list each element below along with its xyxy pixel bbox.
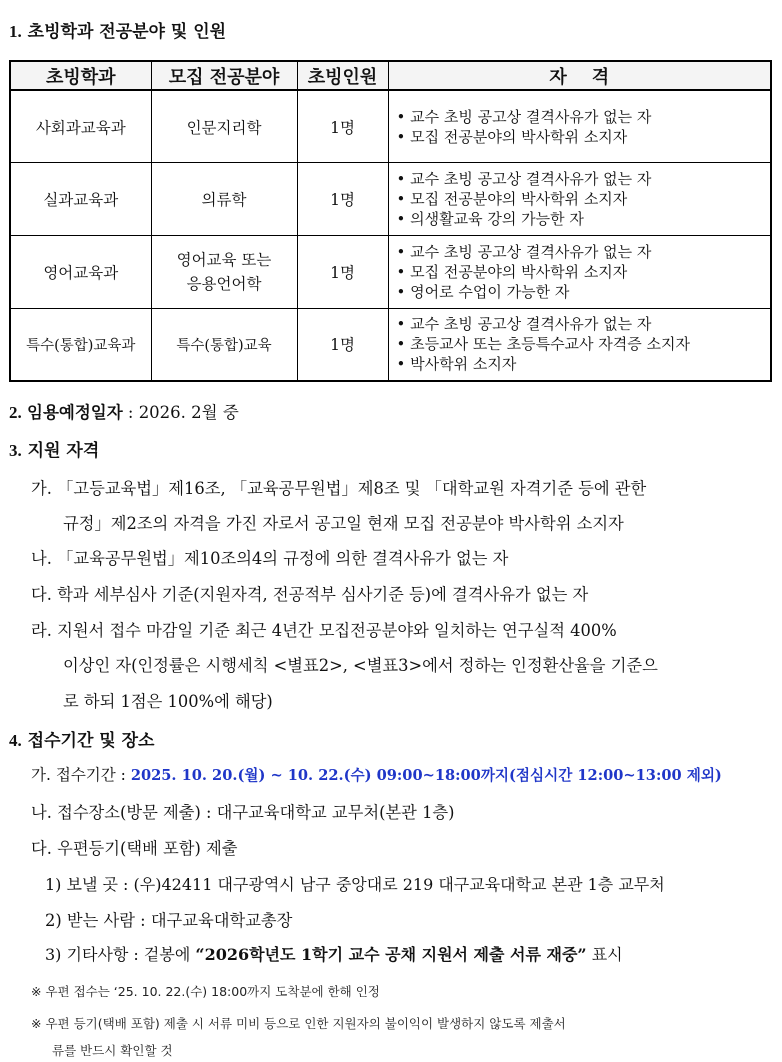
item-text: 접수장소(방문 제출) : 대구교육대학교 교무처(본관 1층) xyxy=(57,803,455,822)
eligibility-ra-cont: 로 하되 1점은 100%에 해당) xyxy=(63,692,273,711)
qualification-item: • 교수 초빙 공고상 결격사유가 없는 자 xyxy=(397,169,771,189)
qualification-item: • 영어로 수업이 가능한 자 xyxy=(397,282,771,302)
item-marker: 다. xyxy=(31,585,52,604)
qualification-cell xyxy=(388,308,771,381)
item-marker: 3) xyxy=(45,945,62,964)
field-cell: 인문지리학 xyxy=(151,90,297,163)
qualification-cell xyxy=(388,90,771,163)
section-number: 3. xyxy=(9,441,22,460)
field-cell: 특수(통합)교육 xyxy=(151,308,297,381)
header-qualification: 자 격 xyxy=(388,61,771,90)
note-document-check-cont: 류를 반드시 확인할 것 xyxy=(52,1043,173,1058)
note-text: 우편 접수는 ‘25. 10. 22.(수) 18:00까지 도착분에 한해 인정 xyxy=(45,984,380,999)
item-text: 보낼 곳 : (우)42411 대구광역시 남구 중앙대로 219 대구교육대학교 본관 1층 교무처 xyxy=(66,875,665,894)
table-row xyxy=(10,90,771,163)
dept-cell: 사회과교육과 xyxy=(10,90,151,163)
eligibility-ga-cont: 규정」제2조의 자격을 가진 자로서 공고일 현재 모집 전공분야 박사학위 소지자 xyxy=(63,514,624,533)
qualification-item: • 교수 초빙 공고상 결격사유가 없는 자 xyxy=(397,107,771,127)
item-text: 받는 사람 : 대구교육대학교총장 xyxy=(66,911,293,930)
table-row xyxy=(10,163,771,236)
count-cell: 1명 xyxy=(297,90,388,163)
note-document-check xyxy=(31,1014,566,1032)
eligibility-ga xyxy=(31,475,646,499)
field-cell xyxy=(151,236,297,309)
section-2-heading xyxy=(9,399,239,423)
qualification-item: • 모집 전공분야의 박사학위 소지자 xyxy=(397,262,771,282)
item-marker: 가. xyxy=(31,766,51,784)
table-row xyxy=(10,236,771,309)
application-place xyxy=(31,799,455,823)
item-marker: 2) xyxy=(45,911,62,930)
note-marker: ※ xyxy=(31,984,42,999)
section-title: 지원 자격 xyxy=(27,441,100,461)
header-field: 모집 전공분야 xyxy=(151,61,297,90)
header-count: 초빙인원 xyxy=(297,61,388,90)
section-number: 2. xyxy=(9,403,22,422)
header-dept: 초빙학과 xyxy=(10,61,151,90)
count-cell: 1명 xyxy=(297,308,388,381)
note-marker: ※ xyxy=(31,1016,42,1031)
section-number: 4. xyxy=(9,731,22,750)
item-marker: 라. xyxy=(31,621,52,640)
qualification-item: • 의생활교육 강의 가능한 자 xyxy=(397,209,771,229)
qualification-item: • 모집 전공분야의 박사학위 소지자 xyxy=(397,189,771,209)
item-text: 「고등교육법」제16조, 「교육공무원법」제8조 및 「대학교원 자격기준 등에 관한 xyxy=(57,479,647,498)
qualification-cell xyxy=(388,163,771,236)
item-text: 학과 세부심사 기준(지원자격, 전공적부 심사기준 등)에 결격사유가 없는 자 xyxy=(57,585,589,604)
qualification-item: • 박사학위 소지자 xyxy=(397,354,771,374)
mail-recipient xyxy=(45,907,292,931)
item-text: 표시 xyxy=(586,945,623,964)
item-text: 지원서 접수 마감일 기준 최근 4년간 모집전공분야와 일치하는 연구실적 400% xyxy=(57,621,617,640)
section-title: 초빙학과 전공분야 및 인원 xyxy=(27,22,227,42)
eligibility-ra-cont: 이상인 자(인정률은 시행세칙 <별표2>, <별표3>에서 정하는 인정환산율을 기준으 xyxy=(63,656,658,675)
table-row xyxy=(10,308,771,381)
period-value: 2025. 10. 20.(월) ~ 10. 22.(수) 09:00~18:00까지(점심시간 12:00~13:00 제외) xyxy=(130,767,722,784)
mail-address xyxy=(45,872,665,895)
qualification-item: • 교수 초빙 공고상 결격사유가 없는 자 xyxy=(397,314,771,334)
item-text: 「교육공무원법」제10조의4의 규정에 의한 결격사유가 없는 자 xyxy=(57,549,509,568)
eligibility-da xyxy=(31,581,588,605)
section-number: 1. xyxy=(9,22,22,41)
eligibility-ra xyxy=(31,617,617,641)
mail-submission xyxy=(31,835,237,859)
mail-remarks xyxy=(45,942,623,965)
item-text: 기타사항 : 겉봉에 xyxy=(66,945,196,964)
application-period xyxy=(31,763,722,785)
field-line: 응용언어학 xyxy=(186,274,262,293)
dept-cell: 특수(통합)교육과 xyxy=(10,308,151,381)
section-title: 접수기간 및 장소 xyxy=(27,731,155,751)
section-4-heading xyxy=(9,726,154,751)
item-marker: 다. xyxy=(31,839,52,858)
count-cell: 1명 xyxy=(297,236,388,309)
field-cell: 의류학 xyxy=(151,163,297,236)
envelope-label: “2026학년도 1학기 교수 공채 지원서 제출 서류 재중” xyxy=(195,945,587,964)
qualification-item: • 모집 전공분야의 박사학위 소지자 xyxy=(397,127,771,147)
item-marker: 가. xyxy=(31,479,52,498)
period-label: 접수기간 : xyxy=(55,766,131,784)
appointment-date: : 2026. 2월 중 xyxy=(122,403,239,422)
item-marker: 1) xyxy=(45,875,62,894)
dept-cell: 실과교육과 xyxy=(10,163,151,236)
count-cell: 1명 xyxy=(297,163,388,236)
recruitment-table xyxy=(9,60,772,382)
section-1-heading xyxy=(9,17,226,42)
qualification-item: • 교수 초빙 공고상 결격사유가 없는 자 xyxy=(397,242,771,262)
section-3-heading xyxy=(9,436,99,461)
qualification-cell xyxy=(388,236,771,309)
item-marker: 나. xyxy=(31,803,52,822)
dept-cell: 영어교육과 xyxy=(10,236,151,309)
item-marker: 나. xyxy=(31,549,52,568)
item-text: 우편등기(택배 포함) 제출 xyxy=(57,839,238,858)
eligibility-na xyxy=(31,545,508,569)
qualification-item: • 초등교사 또는 초등특수교사 자격증 소지자 xyxy=(397,334,771,354)
note-mail-deadline xyxy=(31,982,380,1000)
note-text: 우편 등기(택배 포함) 제출 시 서류 미비 등으로 인한 지원자의 불이익이 발생하지 않도록 제출서 xyxy=(45,1016,566,1031)
table-header-row xyxy=(10,61,771,90)
section-title: 임용예정일자 xyxy=(27,403,123,422)
field-line: 영어교육 또는 xyxy=(176,250,272,269)
